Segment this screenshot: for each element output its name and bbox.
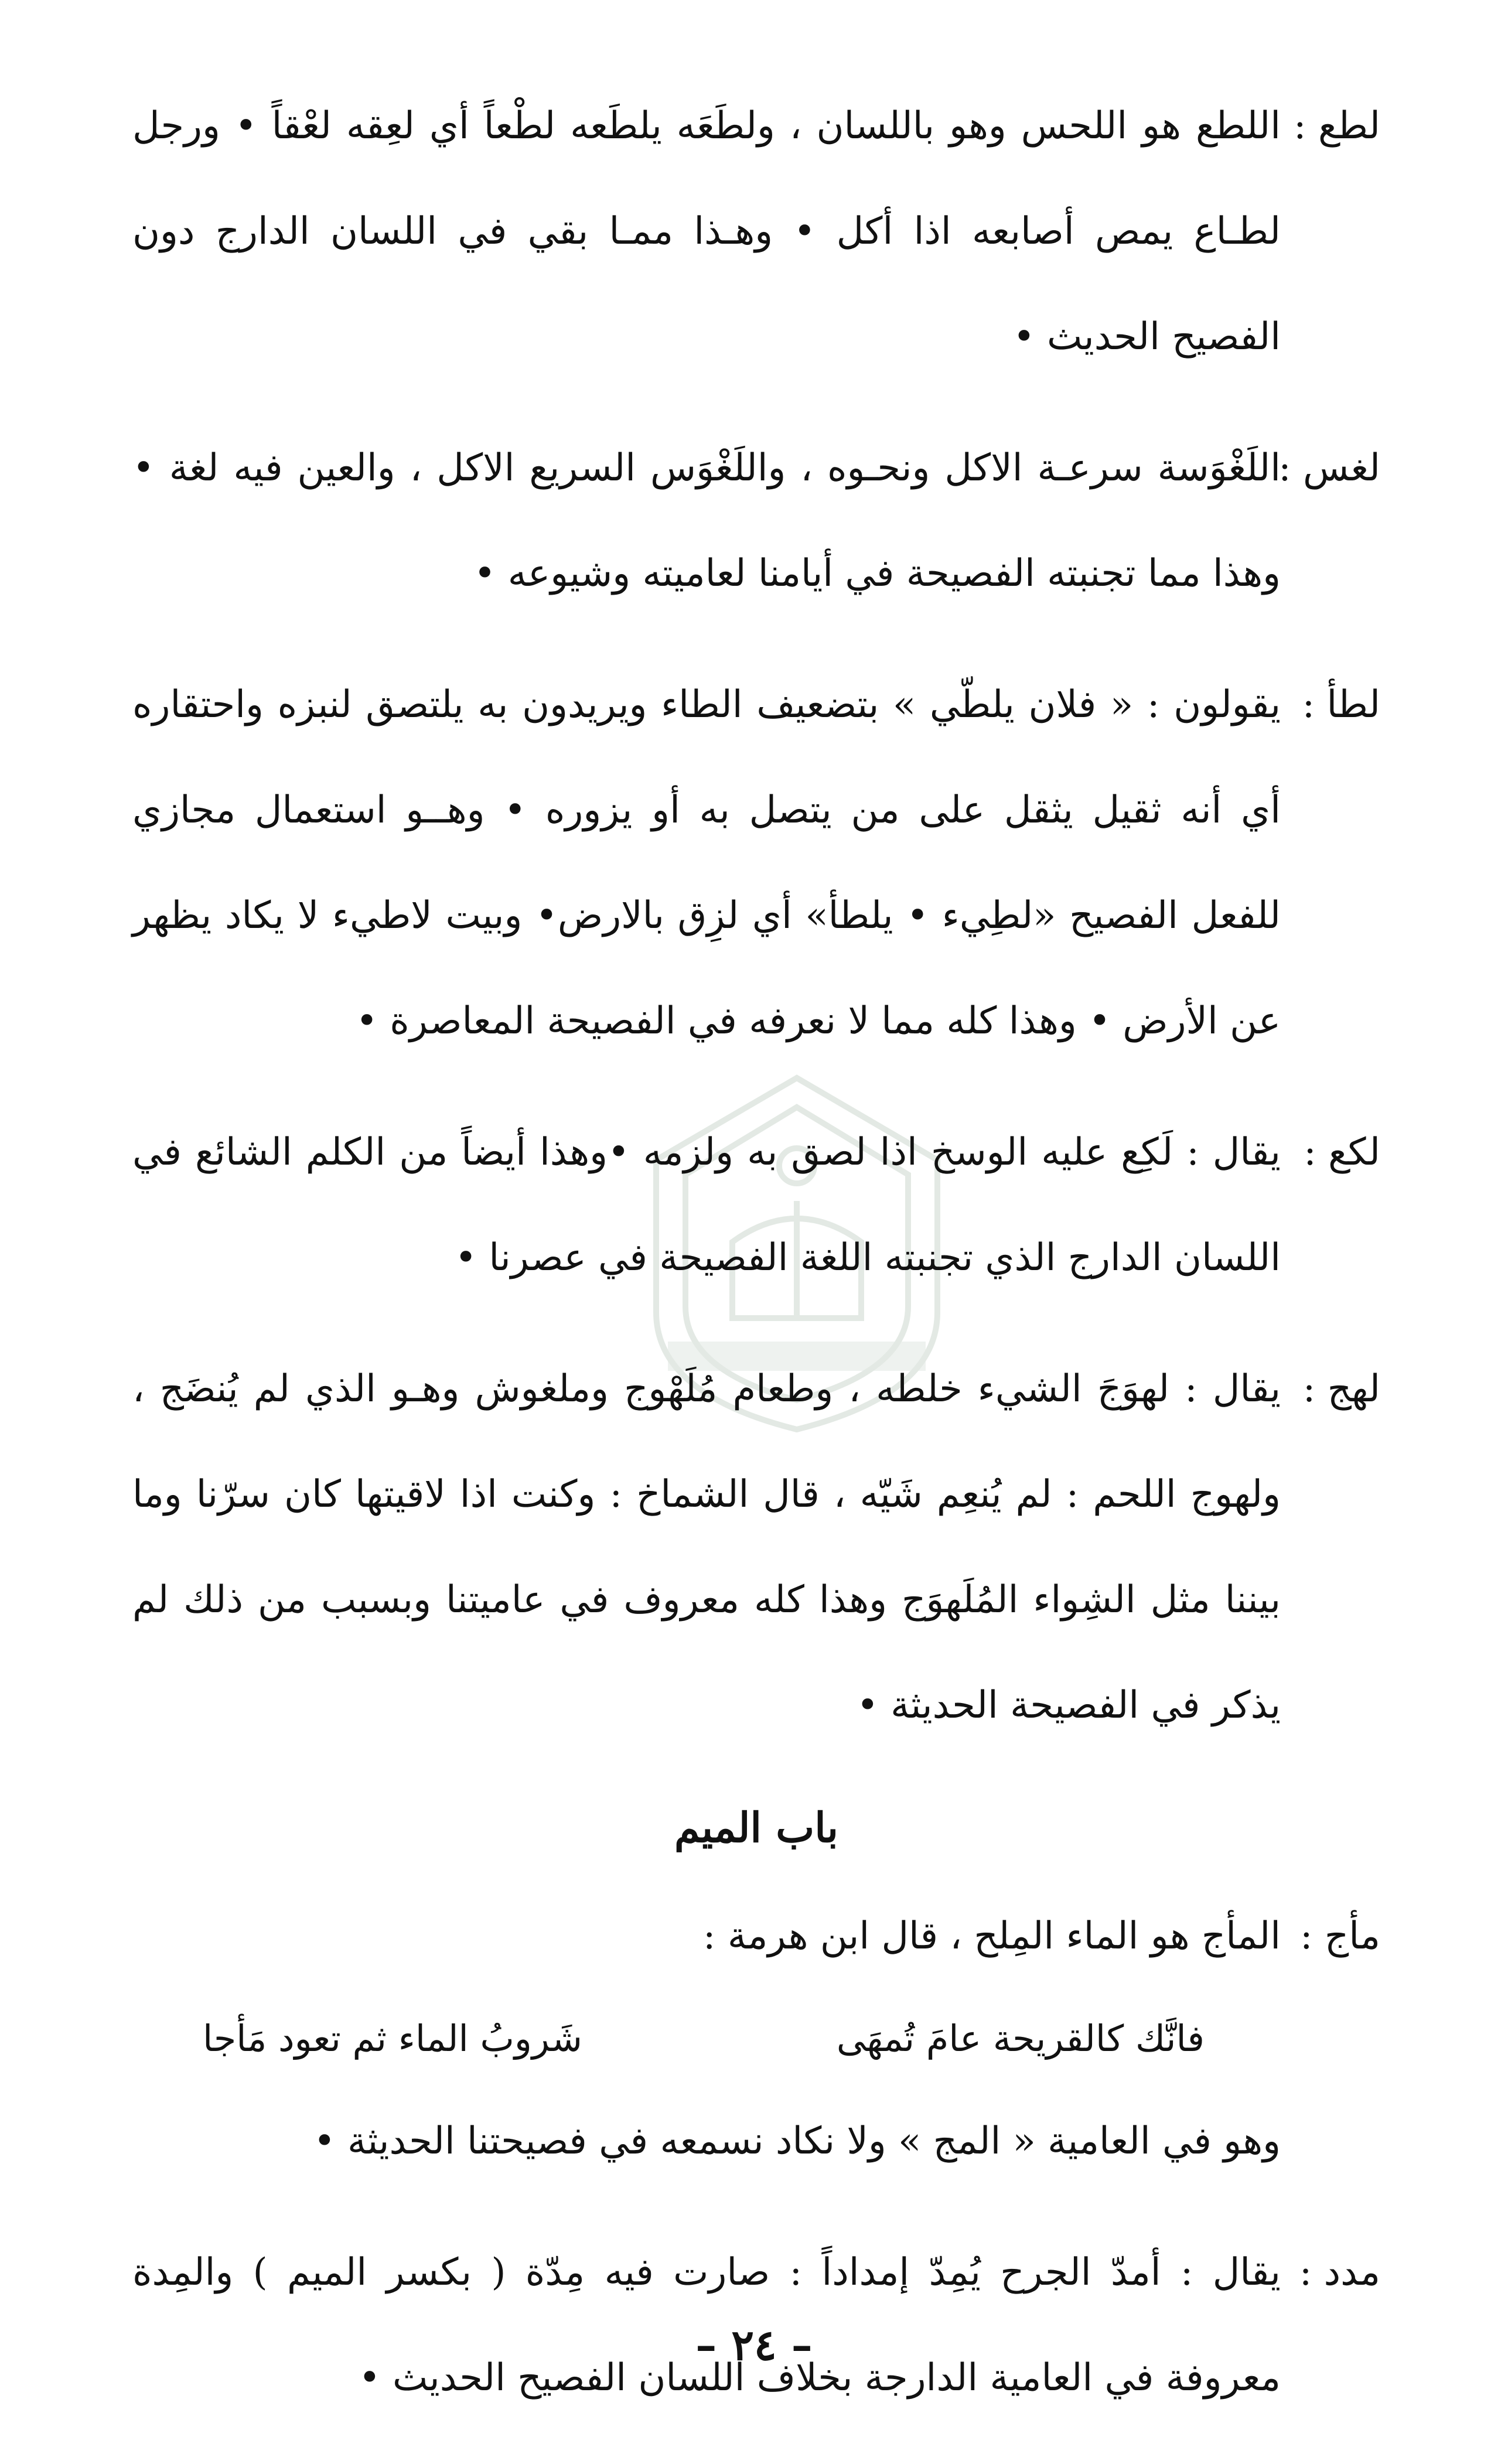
verse-second-hemistich: شَروبُ الماء ثم تعود مَأجا xyxy=(203,2017,582,2060)
entry-body: يقال : لهوَجَ الشيء خلطه ، وطعام مُلَهْوج وملغوش وهـو الذي لم يُنضَج ، ولهوج اللحم : لم يُنعِم شَيّه ، قال الشماخ : وكنت اذا لاقيتها كان سرّنا وما بيننا مثل الشِواء المُلَهوَج وهذا كله معروف في عاميتنا وبسبب من ذلك لم يذكر في الفصيحة الحديثة • xyxy=(132,1367,1281,1727)
entry-head: لهج : xyxy=(1302,1367,1380,1411)
entry-head: مدد : xyxy=(1299,2251,1380,2294)
entry-head: لطأ : xyxy=(1302,683,1380,726)
entry-head: لغس : xyxy=(1278,446,1380,490)
verse-first-hemistich: فانَّك كالقريحة عامَ تُمهَى xyxy=(836,2017,1205,2060)
entry-body: يقال : لَكِع عليه الوسخ اذا لصق به ولزمه •وهذا أيضاً من الكلم الشائع في اللسان الدارج الذي تجنبته اللغة الفصيحة في عصرنا • xyxy=(132,1131,1281,1279)
entry-head: لكع : xyxy=(1304,1131,1380,1174)
entry-lata-hamza xyxy=(132,652,1380,1074)
entry-body: اللطع هو اللحس وهو باللسان ، ولطَعَه يلطَعه لطْعاً أي لعِقه لعْقاً • ورجل لطـاع يمص أصابعه اذا أكل • وهـذا ممـا بقي في اللسان الدارج دون الفصيح الحديث • xyxy=(132,104,1281,359)
entry-body-continued: وهو في العامية « المج » ولا نكاد نسمعه في فصيحتنا الحديثة • xyxy=(313,2120,1281,2163)
entry-body: يقولون : « فلان يلطّي » بتضعيف الطاء ويريدون به يلتصق لنبزه واحتقاره أي أنه ثقيل يثقل على من يتصل به أو يزوره • وهــو استعمال مجازي للفعل الفصيح «لطِيء • يلطأ» أي لزِق بالارض• وبيت لاطيء لا يكاد يظهر عن الأرض • وهذا كله مما لا نعرفه في الفصيحة المعاصرة • xyxy=(132,683,1281,1043)
entry-body: المأج هو الماء المِلح ، قال ابن هرمة : xyxy=(702,1914,1281,1958)
entry-lakaa xyxy=(132,1100,1380,1311)
section-title: باب الميم xyxy=(674,1803,839,1852)
poem-verse xyxy=(203,1989,1205,2088)
entry-head: مأج : xyxy=(1300,1914,1380,1958)
entry-body: اللَغْوَسة سرعـة الاكل ونحـوه ، واللَغْوَس السريع الاكل ، والعين فيه لغة • وهذا مما تجنبته الفصيحة في أيامنا لعاميته وشيوعه • xyxy=(132,446,1281,595)
entry-laghas xyxy=(132,415,1380,626)
entry-lahaj xyxy=(132,1336,1380,1758)
entry-body: يقال : أمدّ الجرح يُمِدّ إمداداً : صارت فيه مِدّة ( بكسر الميم ) والمِدة معروفة في العامية الدارجة بخلاف اللسان الفصيح الحديث • xyxy=(132,2251,1281,2400)
entry-head: لطع : xyxy=(1294,104,1380,148)
entry-maj xyxy=(132,1883,1380,2194)
main-text xyxy=(132,73,1380,2456)
entry-lata xyxy=(132,73,1380,390)
page-number: – ٢٤ – xyxy=(695,2320,813,2370)
